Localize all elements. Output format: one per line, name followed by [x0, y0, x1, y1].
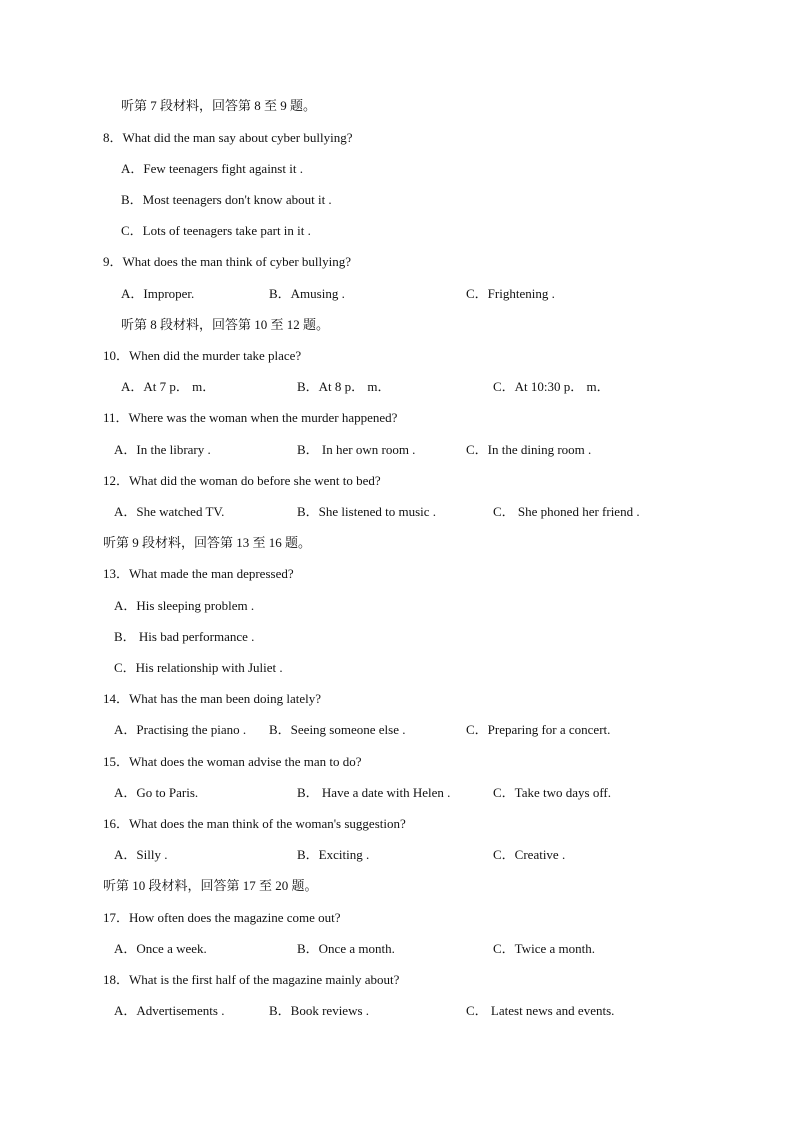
option-17b: B．Once a month. [297, 941, 395, 956]
option-14a: A．Practising the piano . [114, 722, 247, 737]
option-15c: C．Take two days off. [493, 785, 611, 800]
question-text: How often does the magazine come out? [129, 910, 341, 925]
option-15a: A．Go to Paris. [114, 785, 199, 800]
question-number: 8． [103, 130, 123, 145]
question-number: 9． [103, 254, 123, 269]
option-17a: A．Once a week. [114, 941, 207, 956]
question-number: 10． [103, 348, 130, 363]
question-number: 15． [103, 754, 130, 769]
option-16c: C．Creative . [493, 847, 566, 862]
question-text: What did the woman do before she went to bed? [129, 473, 381, 488]
question-14 [103, 691, 321, 707]
option-15b: B． Have a date with Helen . [297, 785, 451, 800]
section-heading-10: 听第 10 段材料，回答第 17 至 20 题。 [103, 878, 318, 893]
section-heading-8: 听第 8 段材料，回答第 10 至 12 题。 [121, 317, 330, 332]
section-heading-7: 听第 7 段材料，回答第 8 至 9 题。 [121, 98, 317, 113]
question-number: 11． [103, 410, 129, 425]
question-12 [103, 473, 381, 489]
option-14b: B．Seeing someone else . [269, 722, 406, 737]
option-12a: A．She watched TV. [114, 504, 225, 519]
question-text: What made the man depressed? [129, 566, 294, 581]
option-11c: C．In the dining room . [466, 442, 592, 457]
question-text: What does the woman advise the man to do? [129, 754, 362, 769]
question-text: What does the man think of cyber bullying? [122, 254, 352, 269]
question-number: 16． [103, 816, 130, 831]
question-text: Where was the woman when the murder happened? [128, 410, 398, 425]
option-14c: C．Preparing for a concert. [466, 722, 611, 737]
option-12c: C． She phoned her friend . [493, 504, 640, 519]
question-17 [103, 910, 341, 926]
question-18 [103, 972, 399, 988]
question-13 [103, 566, 294, 582]
question-text: What did the man say about cyber bullying? [122, 130, 353, 145]
question-number: 13． [103, 566, 130, 581]
question-number: 18． [103, 972, 130, 987]
question-text: When did the murder take place? [129, 348, 302, 363]
option-8c: C．Lots of teenagers take part in it . [121, 223, 311, 238]
question-8 [103, 130, 352, 146]
option-13a: A．His sleeping problem . [114, 598, 255, 613]
option-17c: C．Twice a month. [493, 941, 595, 956]
option-8a: A．Few teenagers fight against it . [121, 161, 303, 176]
question-11 [103, 410, 397, 426]
option-9b: B．Amusing . [269, 286, 345, 301]
question-15 [103, 754, 362, 770]
question-10 [103, 348, 301, 364]
option-18a: A．Advertisements . [114, 1003, 225, 1018]
option-10c: C．At 10:30 p． m． [493, 379, 610, 394]
question-text: What has the man been doing lately? [129, 691, 322, 706]
question-text: What does the man think of the woman's suggestion? [129, 816, 406, 831]
option-10b: B．At 8 p． m． [297, 379, 391, 394]
section-heading-9: 听第 9 段材料，回答第 13 至 16 题。 [103, 535, 312, 550]
question-text: What is the first half of the magazine mainly about? [129, 972, 400, 987]
option-13b: B． His bad performance . [114, 629, 255, 644]
question-number: 14． [103, 691, 130, 706]
question-16 [103, 816, 406, 832]
option-11a: A．In the library . [114, 442, 211, 457]
question-number: 17． [103, 910, 130, 925]
option-12b: B．She listened to music . [297, 504, 437, 519]
option-11b: B． In her own room . [297, 442, 416, 457]
question-number: 12． [103, 473, 130, 488]
option-13c: C．His relationship with Juliet . [114, 660, 283, 675]
option-10a: A．At 7 p． m． [121, 379, 216, 394]
option-16a: A．Silly . [114, 847, 168, 862]
option-9a: A．Improper. [121, 286, 195, 301]
option-8b: B．Most teenagers don't know about it . [121, 192, 332, 207]
option-16b: B．Exciting . [297, 847, 370, 862]
option-18c: C． Latest news and events. [466, 1003, 615, 1018]
question-9 [103, 254, 351, 270]
option-18b: B．Book reviews . [269, 1003, 370, 1018]
option-9c: C．Frightening . [466, 286, 555, 301]
